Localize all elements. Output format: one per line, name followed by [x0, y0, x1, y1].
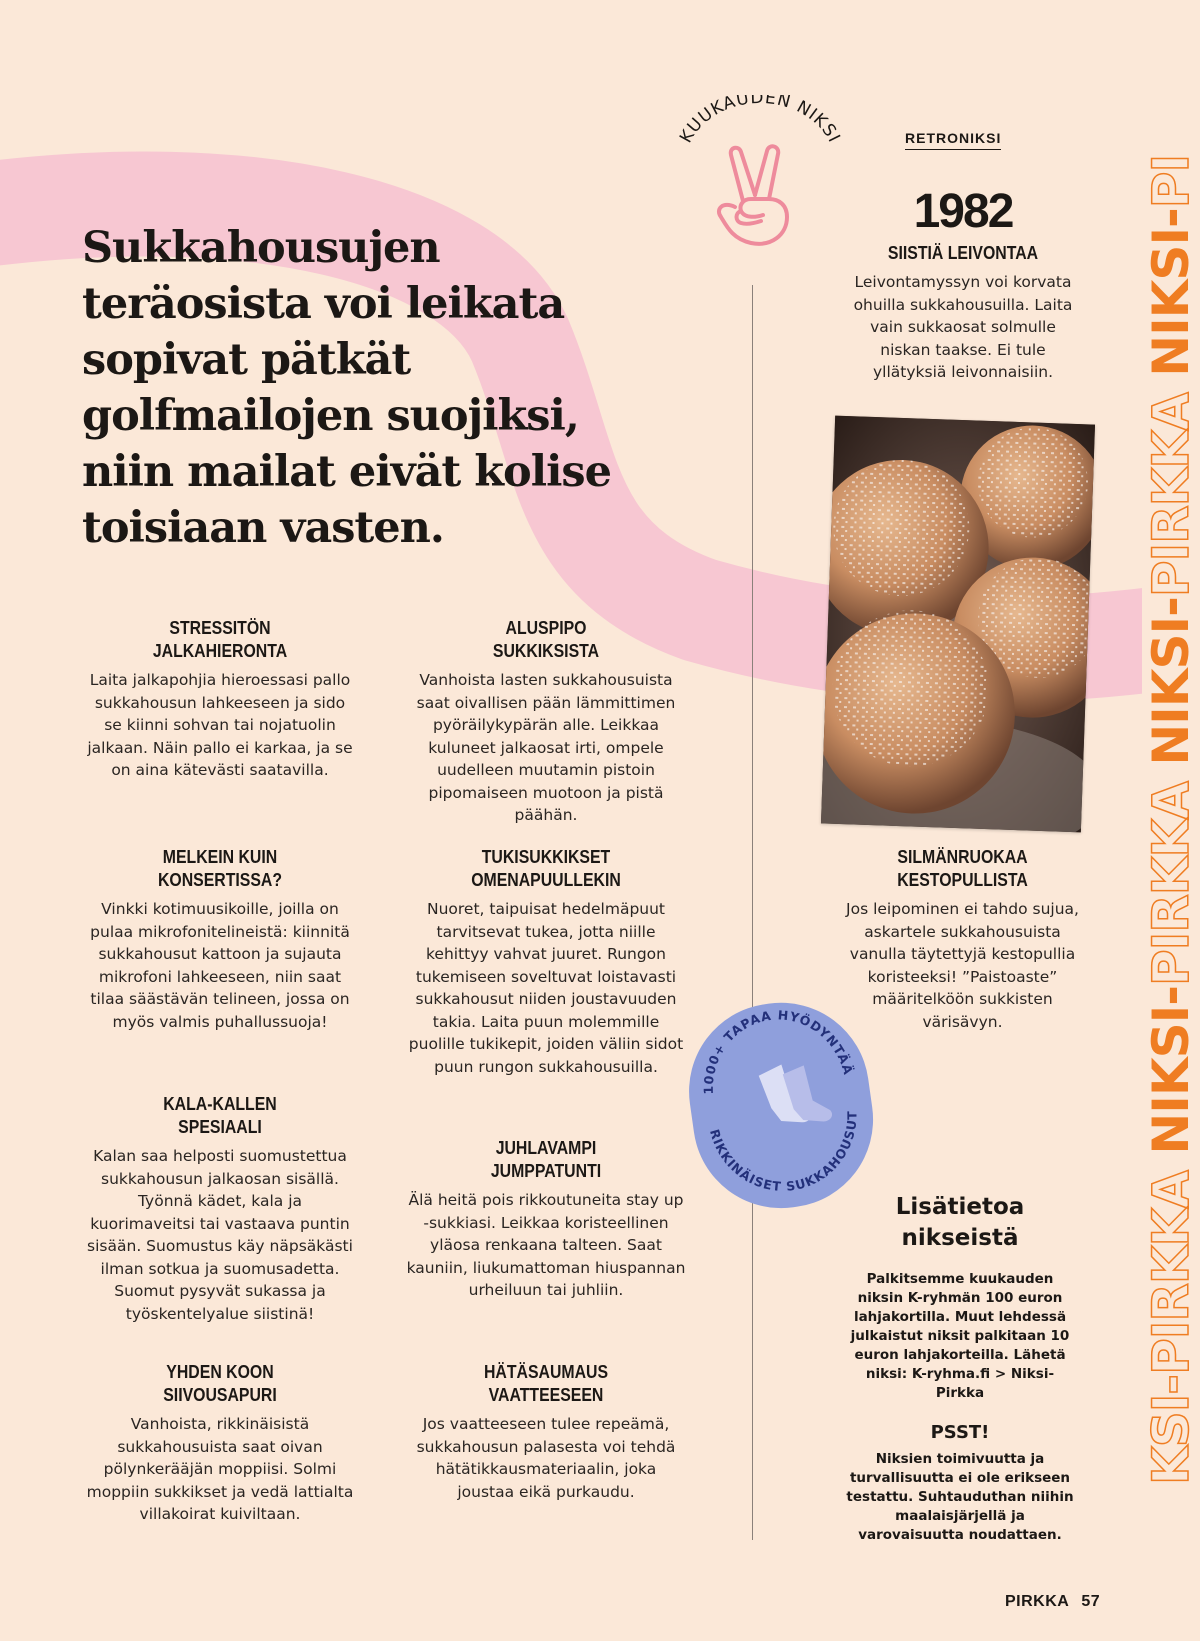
tip-emergency-seam: [405, 1361, 687, 1503]
retro-text: Leivontamyssyn voi korvata ohuilla sukkahousuilla. Laita vain sukkaosat solmulle niskan taakse. Ei tule yllätyksiä leivonnaisiin.: [853, 273, 1073, 381]
info-title: Lisätietoa nikseistä: [895, 1194, 1025, 1251]
side-brand-text: KSI-PIRKKA NIKSI-PIRKKA NIKSI-PIRKKA NIKSI-PI: [1142, 154, 1200, 1486]
vertical-divider: [752, 285, 753, 1540]
tip-title: YHDEN KOON SIIVOUSAPURI: [163, 1362, 277, 1405]
page-footer: [1005, 1593, 1100, 1611]
tip-text: Vanhoista lasten sukkahousuista saat oivallisen pään lämmittimen pyöräilykypärän alle. Leikkaa kuluneet jalkaosat irti, ompele uudelleen muutamin pistoin pipomaiseen muotoon ja pistä päähän.: [416, 671, 676, 824]
tip-text: Älä heitä pois rikkoutuneita stay up -sukkiasi. Leikkaa koristeellinen yläosa renkaana talteen. Saat kauniin, liukumattoman hiuspannan urheiluun tai juhliin.: [406, 1191, 686, 1299]
tip-headband: [405, 1137, 687, 1302]
tip-apple-tree-support: [405, 846, 687, 1078]
tip-fish-scaling: [85, 1093, 355, 1325]
tip-title: JUHLAVAMPI JUMPPATUNTI: [490, 1138, 602, 1181]
tip-title: TUKISUKKIKSET OMENAPUULLEKIN: [471, 847, 621, 890]
tip-text: Jos vaatteeseen tulee repeämä, sukkahousun palasesta voi tehdä hätätikkausmateriaalin, joka joustaa eikä purkaudu.: [416, 1415, 676, 1501]
peace-hand-icon: [705, 143, 805, 253]
retro-title: SIISTIÄ LEIVONTAA: [887, 243, 1039, 263]
sticker-bottom-text: RIKKINÄISET SUKKAHOUSUT: [707, 1110, 860, 1194]
retro-year: 1982: [913, 185, 1013, 238]
tip-under-helmet-hat: [405, 617, 687, 827]
side-brand-band: [1142, 0, 1200, 1641]
tip-text: Vinkki kotimuusikoille, joilla on pulaa mikrofonitelineistä: kiinnitä sukkahousut kattoon ja sujauta mikrofoni lahkeeseen, niin saat tilaa säästävän telineen, jossa on myös valmis puhallussuoja!: [90, 900, 350, 1031]
tip-title: KALA-KALLEN SPESIAALI: [163, 1094, 277, 1137]
tip-text: Laita jalkapohjia hieroessasi pallo sukkahousun lahkeeseen ja sido se kiinni sohvan tai nojatuolin jalkaan. Näin pallo ei karkaa, ja se on aina kätevästi saatavilla.: [87, 671, 353, 779]
psst-heading: PSST!: [930, 1422, 990, 1443]
tip-title: SILMÄNRUOKAA KESTOPULLISTA: [897, 847, 1028, 890]
tip-mop-helper: [85, 1361, 355, 1526]
tip-stressless-foot-massage: [85, 617, 355, 782]
page-number: 57: [1081, 1593, 1101, 1610]
tip-title: HÄTÄSAUMAUS VAATTEESEEN: [483, 1362, 609, 1405]
tip-microphone-stand: [85, 846, 355, 1033]
tip-text: Nuoret, taipuisat hedelmäpuut tarvitsevat tukea, jotta niille kehittyy vahvat juuret. Rungon tukemiseen soveltuvat loistavasti sukkahousut niiden joustavuuden takia. Laita puun molemmille puolille tukikepit, joiden väliin sidot puun rungon sukkahousuilla.: [408, 900, 684, 1076]
retro-label: RETRONIKSI: [905, 130, 1105, 146]
tip-title: ALUSPIPO SUKKIKSISTA: [492, 618, 600, 661]
uses-sticker: [669, 983, 893, 1228]
tip-title: STRESSITÖN JALKAHIERONTA: [152, 618, 288, 661]
sugar-buns-photo: [821, 416, 1095, 833]
tip-text: Jos leipominen ei tahdo sujua, askartele sukkahousuista vanulla täytettyjä kestopullia koristeeksi! ”Paistoaste” määritelköön sukkisten värisävyn.: [846, 900, 1079, 1031]
sticker-top-text: 1000+ TAPAA HYÖDYNTÄÄ: [700, 1007, 857, 1095]
tip-title: MELKEIN KUIN KONSERTISSA?: [157, 847, 283, 890]
tip-decorative-buns: [835, 846, 1090, 1033]
tip-text: Kalan saa helposti suomustettua sukkahousun jalkaosan sisällä. Työnnä kädet, kala ja kuorimaveitsi tai vastaava puntin sisään. Suomustus käy näpsäkästi ilman sotkua ja suomusadetta. Suomut pysyvät sukassa ja työskentelyalue siistinä!: [87, 1147, 353, 1323]
psst-text: Niksien toimivuutta ja turvallisuutta ei ole erikseen testattu. Suhtauduthan niihin maalaisjärjellä ja varovaisuutta noudattaen.: [846, 1451, 1074, 1543]
svg-text:KUUKAUDEN NIKSI: [676, 95, 844, 146]
badge-arc-text: KUUKAUDEN NIKSI: [676, 95, 845, 147]
sticker-graphic: [669, 983, 893, 1228]
month-niksi-badge: [665, 95, 850, 265]
tip-text: Vanhoista, rikkinäisistä sukkahousuista saat oivan pölynkerääjän moppiisi. Solmi moppiin sukkikset ja vedä lattialta villakoirat kuiviltaan.: [86, 1415, 354, 1523]
hero-headline: Sukkahousujen teräosista voi leikata sopivat pätkät golfmailojen suojiksi, niin mailat eivät kolise toisiaan vasten.: [82, 223, 611, 553]
info-text: Palkitsemme kuukauden niksin K-ryhmän 100 euron lahjakortilla. Muut lehdessä julkaistut niksit palkitaan 10 euron lahjakorteilla. Lähetä niksi: K-ryhma.fi > Niksi-Pirkka: [850, 1271, 1070, 1401]
footer-brand: PIRKKA: [1005, 1593, 1070, 1610]
